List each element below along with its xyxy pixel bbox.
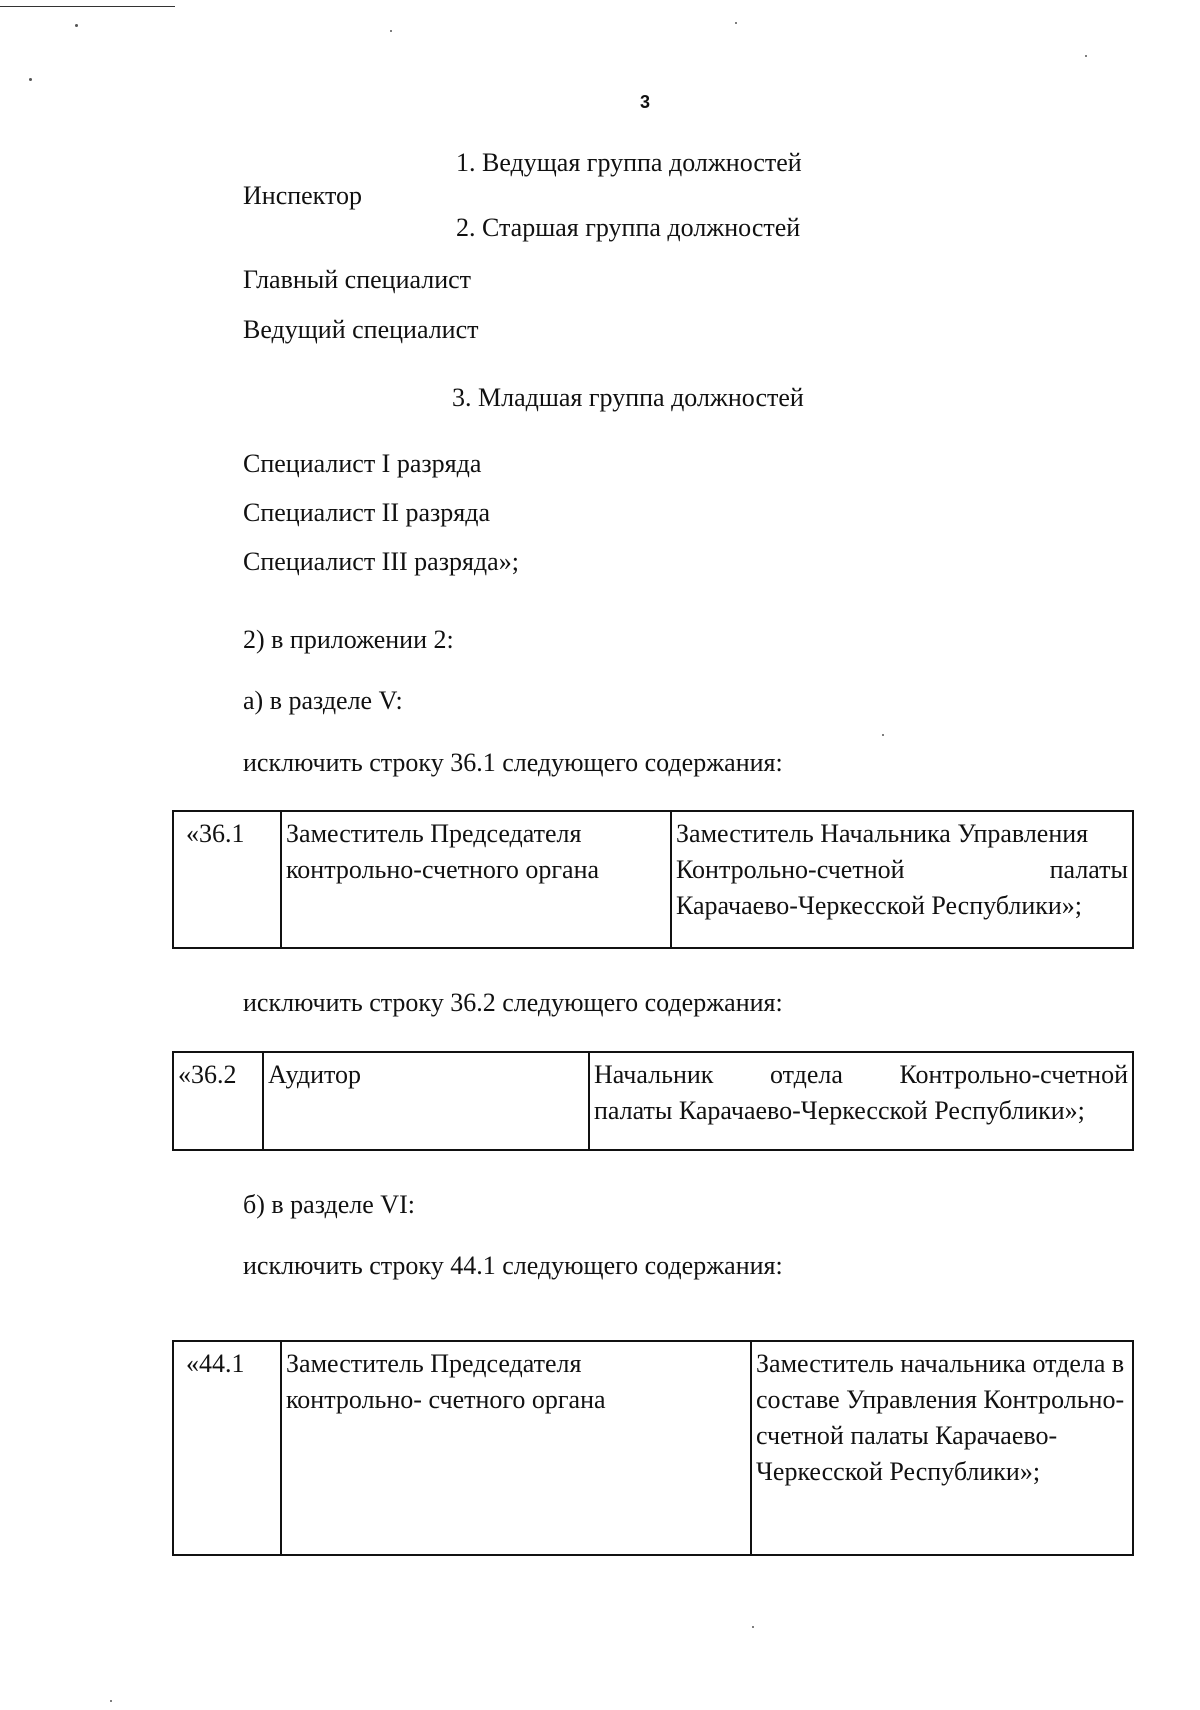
paragraph-appendix-2: 2) в приложении 2:: [243, 625, 454, 654]
scan-speck: [75, 24, 78, 27]
municipal-position-line: контрольно- счетного органа: [286, 1385, 606, 1414]
table-row: [173, 811, 1133, 948]
table-row: [173, 1341, 1133, 1555]
scan-speck: [882, 734, 884, 736]
table-row-44-1: [172, 1340, 1134, 1556]
state-position-cell: Заместитель начальника отдела в составе Управления Контрольно-счетной палаты Карачаево-Черкесской Республики»;: [751, 1341, 1133, 1555]
state-position-line: палаты Карачаево-Черкесской Республики»;: [594, 1096, 1085, 1125]
municipal-position-cell: Заместитель Председателя контрольно-счетного органа: [281, 811, 671, 948]
position-specialist-2: Специалист II разряда: [243, 498, 491, 527]
table-row: [173, 1052, 1133, 1150]
row-number-cell: «36.1: [173, 811, 281, 948]
scan-speck: [390, 30, 392, 32]
group-heading-junior: 3. Младшая группа должностей: [452, 383, 804, 412]
state-position-line: Карачаево-Черкесской Республики»;: [676, 891, 1083, 920]
scan-speck: [735, 22, 737, 24]
position-specialist-3: Специалист III разряда»;: [243, 547, 519, 576]
table-row-36-1: [172, 810, 1134, 949]
group-heading-senior: 2. Старшая группа должностей: [456, 213, 801, 242]
state-position-line: Заместитель Начальника Управления: [676, 819, 1089, 848]
state-position-line: Начальник отдела Контрольно-счетной: [594, 1060, 1128, 1089]
municipal-position-line: Заместитель Председателя: [286, 1349, 582, 1378]
scan-speck: [1085, 55, 1087, 57]
scan-speck: [752, 1626, 754, 1628]
position-specialist-1: Специалист I разряда: [243, 449, 482, 478]
municipal-position-cell: [281, 1341, 751, 1555]
state-position-cell: [589, 1052, 1133, 1150]
paragraph-exclude-36-2: исключить строку 36.2 следующего содержания:: [243, 988, 783, 1017]
paragraph-exclude-44-1: исключить строку 44.1 следующего содержания:: [243, 1251, 783, 1280]
paragraph-exclude-36-1: исключить строку 36.1 следующего содержания:: [243, 748, 783, 777]
municipal-position-cell: Аудитор: [263, 1052, 589, 1150]
row-number-cell: «36.2: [173, 1052, 263, 1150]
table-row-36-2: [172, 1051, 1134, 1151]
position-chief-specialist: Главный специалист: [243, 265, 472, 294]
state-position-cell: [671, 811, 1133, 948]
scan-artifact-line: [0, 6, 175, 7]
page-number: 3: [639, 92, 650, 112]
paragraph-section-v: а) в разделе V:: [243, 686, 403, 715]
row-number-cell: «44.1: [173, 1341, 281, 1555]
paragraph-section-vi: б) в разделе VI:: [243, 1190, 415, 1219]
state-position-line: Контрольно-счетной палаты: [676, 855, 1128, 884]
scan-speck: [110, 1700, 112, 1702]
position-inspector: Инспектор: [243, 181, 362, 210]
group-heading-lead: 1. Ведущая группа должностей: [456, 148, 802, 177]
scan-speck: [29, 78, 32, 81]
position-lead-specialist: Ведущий специалист: [243, 315, 479, 344]
